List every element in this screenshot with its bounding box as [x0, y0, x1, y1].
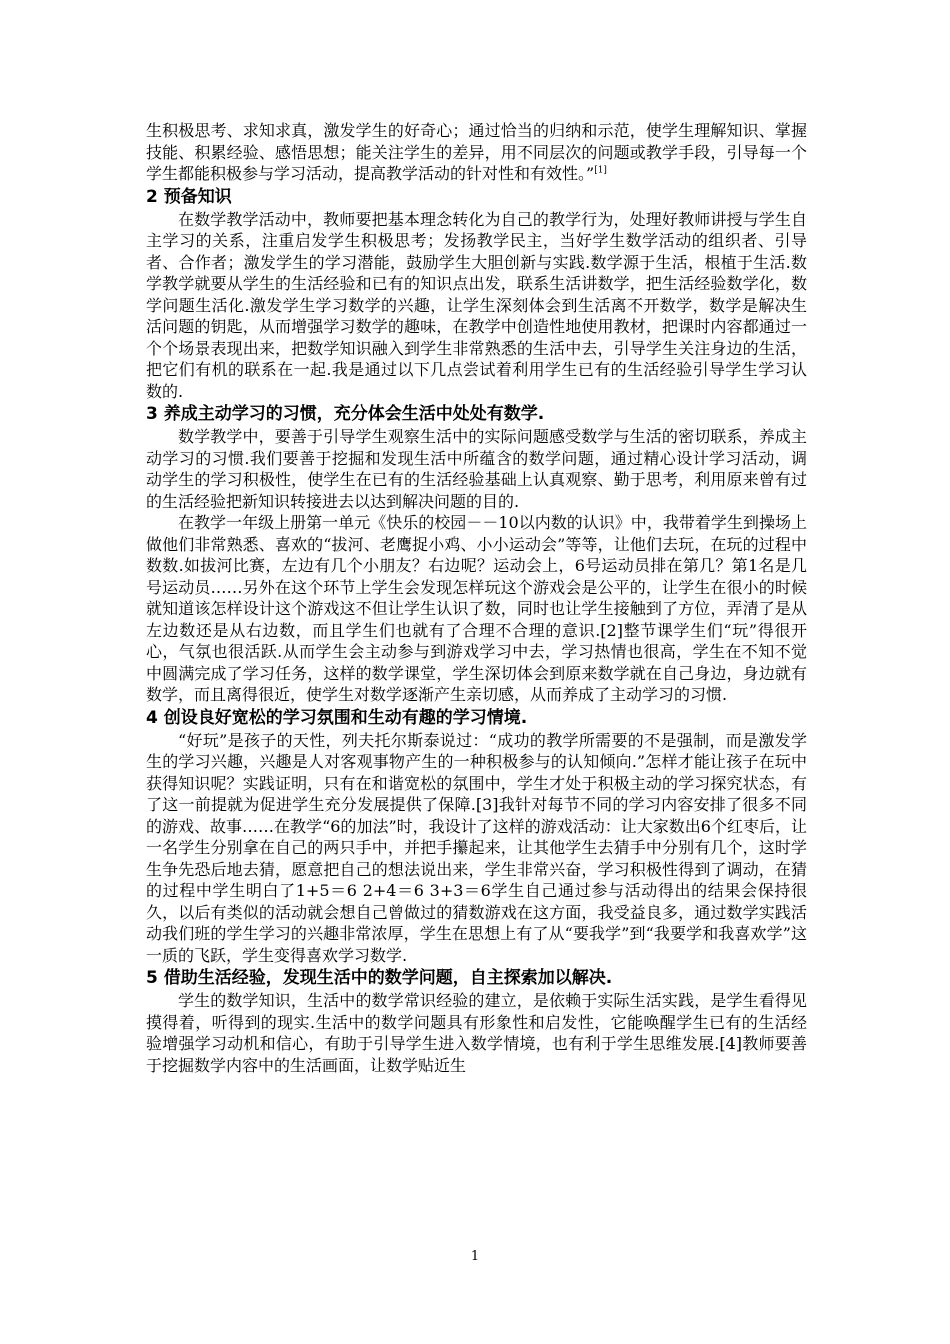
- section-4-heading: 4 创设良好宽松的学习氛围和生动有趣的学习情境.: [146, 707, 528, 728]
- intro-text: 生积极思考、求知求真，激发学生的好奇心；通过恰当的归纳和示范，使学生理解知识、掌握技能、积累经验、感悟思想；能关注学生的差异，用不同层次的问题或教学手段，引导每一个学生都能积极参与学习活动，提高教学活动的针对性和有效性。”: [146, 121, 807, 183]
- section-3-paragraph-1: 数学教学中，要善于引导学生观察生活中的实际问题感受数学与生活的密切联系，养成主动学习的习惯.我们要善于挖掘和发现生活中所蕴含的数学问题，通过精心设计学习活动，调动学生的学习积极性，使学生在已有的生活经验基础上认真观察、勤于思考，利用原来曾有过的生活经验把新知识转接进去以达到解决问题的目的.: [146, 427, 807, 511]
- page-content: [146, 120, 807, 1076]
- page-number: 1: [470, 1249, 480, 1264]
- section-5-paragraph: 学生的数学知识，生活中的数学常识经验的建立，是依赖于实际生活实践，是学生看得见摸得着，听得到的现实.生活中的数学问题具有形象性和启发性，它能唤醒学生已有的生活经验增强学习动机和信心，有助于引导学生进入数学情境，也有利于学生思维发展.[4]教师要善于挖掘数学内容中的生活画面，让数学贴近生: [146, 991, 807, 1075]
- section-4-paragraph: “好玩”是孩子的天性，列夫托尔斯泰说过：“成功的教学所需要的不是强制，而是激发学生的学习兴趣，兴趣是人对客观事物产生的一种积极参与的认知倾向.”怎样才能让孩子在玩中获得知识呢？实践证明，只有在和谐宽松的氛围中，学生才处于积极主动的学习探究状态，有了这一前提就为促进学生充分发展提供了保障.[3]我针对每节不同的学习内容安排了很多不同的游戏、故事……在教学“6的加法”时，我设计了这样的游戏活动：让大家数出6个红枣后，让一名学生分别拿在自己的两只手中，并把手攥起来，让其他学生去猜手中分别有几个，这时学生争先恐后地去猜，愿意把自己的想法说出来，学生非常兴奋，学习积极性得到了调动，在猜的过程中学生明白了1+5＝6 2+4＝6 3+3＝6学生自己通过参与活动得出的结果会保持很久，以后有类似的活动就会想自己曾做过的猜数游戏在这方面，我受益良多，通过数学实践活动我们班的学生学习的兴趣非常浓厚，学生在思想上有了从“要我学”到“我要学和我喜欢学”这一质的飞跃，学生变得喜欢学习数学.: [146, 730, 807, 965]
- intro-paragraph: [146, 120, 807, 185]
- section-2-heading: 2 预备知识: [146, 186, 232, 207]
- section-3-paragraph-2: 在教学一年级上册第一单元《快乐的校园－－10以内数的认识》中，我带着学生到操场上做他们非常熟悉、喜欢的“拔河、老鹰捉小鸡、小小运动会”等等，让他们去玩，在玩的过程中数数.如拔河比赛，左边有几个小朋友？右边呢？运动会上，6号运动员排在第几？第1名是几号运动员……另外在这个环节上学生会发现怎样玩这个游戏会是公平的，让学生在很小的时候就知道该怎样设计这个游戏这不但让学生认识了数，同时也让学生接触到了方位，弄清了是从左边数还是从右边数，而且学生们也就有了合理不合理的意识.[2]整节课学生们“玩”得很开心，气氛也很活跃.从而学生会主动参与到游戏学习中去，学习热情也很高，学生在不知不觉中圆满完成了学习任务，这样的数学课堂，学生深切体会到原来数学就在自己身边，身边就有数学，而且离得很近，使学生对数学逐渐产生亲切感，从而养成了主动学习的习惯.: [146, 513, 807, 704]
- reference-marker: [1]: [594, 165, 607, 176]
- section-5-heading: 5 借助生活经验，发现生活中的数学问题，自主探索加以解决.: [146, 968, 613, 988]
- section-3-heading: 3 养成主动学习的习惯，充分体会生活中处处有数学.: [146, 404, 545, 424]
- section-2-paragraph: 在数学教学活动中，教师要把基本理念转化为自己的教学行为，处理好教师讲授与学生自主学习的关系，注重启发学生积极思考；发扬教学民主，当好学生数学活动的组织者、引导者、合作者；激发学生的学习潜能，鼓励学生大胆创新与实践.数学源于生活，根植于生活.数学教学就要从学生的生活经验和已有的知识点出发，联系生活讲数学，把生活经验数学化，数学问题生活化.激发学生学习数学的兴趣，让学生深刻体会到生活离不开数学，数学是解决生活问题的钥匙，从而增强学习数学的趣味，在教学中创造性地使用教材，把课时内容都通过一个个场景表现出来，把数学知识融入到学生非常熟悉的生活中去，引导学生关注身边的生活，把它们有机的联系在一起.我是通过以下几点尝试着利用学生已有的生活经验引导学生学习认数的.: [146, 209, 807, 401]
